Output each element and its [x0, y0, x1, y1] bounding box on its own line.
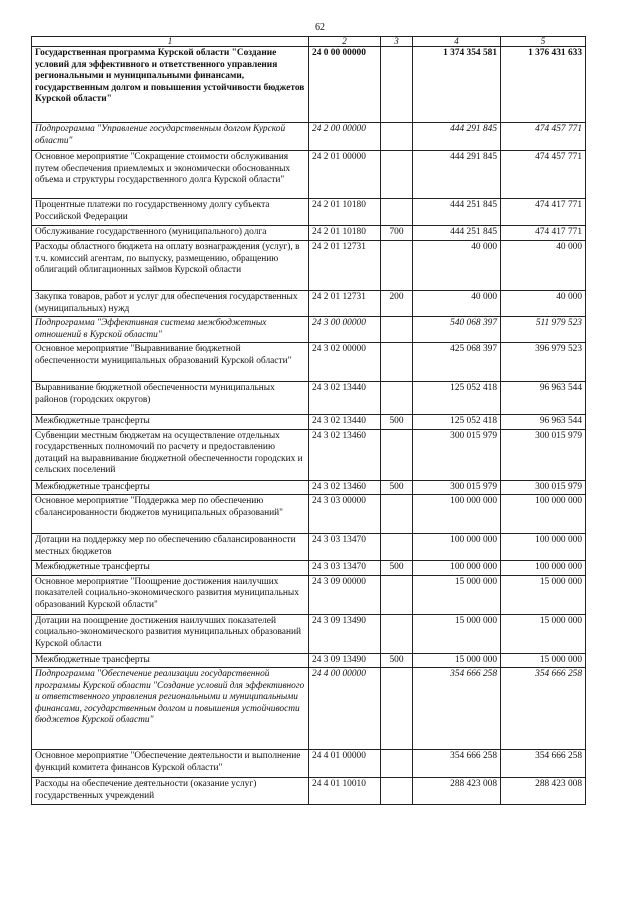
- row-expense-type: [381, 199, 413, 226]
- row-expense-type: 500: [381, 415, 413, 430]
- row-amount-year-1: 444 251 845: [413, 199, 501, 226]
- row-name: Межбюджетные трансферты: [32, 415, 309, 430]
- row-code: 24 2 01 00000: [309, 151, 381, 199]
- table-row: [32, 668, 586, 750]
- row-name: Основное мероприятие "Обеспечение деятельности и выполнение функций комитета финансов Курской области": [32, 750, 309, 778]
- row-amount-year-1: 15 000 000: [413, 653, 501, 668]
- row-amount-year-1: 300 015 979: [413, 480, 501, 495]
- row-code: 24 4 01 00000: [309, 750, 381, 778]
- row-amount-year-1: 444 291 845: [413, 151, 501, 199]
- row-amount-year-2: 15 000 000: [501, 575, 586, 614]
- row-expense-type: [381, 668, 413, 750]
- row-amount-year-2: 15 000 000: [501, 614, 586, 653]
- column-number: 2: [309, 37, 381, 47]
- row-name: Подпрограмма "Обеспечение реализации государственной программы Курской области "Создание условий для эффективного и ответственного управления региональными и муниципальными финансами, государственным долгом и повышения устойчивости бюджетов Курской области": [32, 668, 309, 750]
- table-row: [32, 575, 586, 614]
- row-code: 24 3 02 13460: [309, 429, 381, 480]
- row-name: Межбюджетные трансферты: [32, 653, 309, 668]
- column-number: 5: [501, 37, 586, 47]
- row-code: 24 4 01 10010: [309, 778, 381, 805]
- row-amount-year-2: 354 666 258: [501, 750, 586, 778]
- row-expense-type: [381, 241, 413, 291]
- row-amount-year-2: 288 423 008: [501, 778, 586, 805]
- table-row: [32, 534, 586, 561]
- row-amount-year-1: 300 015 979: [413, 429, 501, 480]
- row-amount-year-1: 125 052 418: [413, 382, 501, 415]
- table-row: [32, 495, 586, 534]
- table-row: [32, 343, 586, 382]
- row-code: 24 2 01 12731: [309, 241, 381, 291]
- row-name: Межбюджетные трансферты: [32, 480, 309, 495]
- row-amount-year-2: 474 417 771: [501, 199, 586, 226]
- row-code: 24 3 03 13470: [309, 534, 381, 561]
- row-amount-year-1: 288 423 008: [413, 778, 501, 805]
- row-code: 24 3 09 13490: [309, 653, 381, 668]
- table-row: [32, 199, 586, 226]
- row-code: 24 3 03 13470: [309, 561, 381, 576]
- row-name: Основное мероприятие "Выравнивание бюджетной обеспеченности муниципальных образований Курской области": [32, 343, 309, 382]
- row-expense-type: [381, 382, 413, 415]
- row-expense-type: [381, 614, 413, 653]
- row-amount-year-1: 540 068 397: [413, 317, 501, 343]
- row-amount-year-1: 1 374 354 581: [413, 47, 501, 123]
- row-code: 24 2 01 12731: [309, 291, 381, 317]
- row-code: 24 3 02 00000: [309, 343, 381, 382]
- row-name: Межбюджетные трансферты: [32, 561, 309, 576]
- row-amount-year-2: 354 666 258: [501, 668, 586, 750]
- budget-table: [31, 36, 586, 805]
- row-amount-year-1: 125 052 418: [413, 415, 501, 430]
- row-expense-type: [381, 317, 413, 343]
- table-row: [32, 291, 586, 317]
- row-name: Закупка товаров, работ и услуг для обеспечения государственных (муниципальных) нужд: [32, 291, 309, 317]
- row-code: 24 4 00 00000: [309, 668, 381, 750]
- row-expense-type: [381, 151, 413, 199]
- row-amount-year-2: 300 015 979: [501, 429, 586, 480]
- row-code: 24 3 02 13440: [309, 415, 381, 430]
- row-expense-type: 700: [381, 226, 413, 241]
- table-row: [32, 123, 586, 151]
- row-name: Государственная программа Курской области "Создание условий для эффективного и ответственного управления региональными и муниципальными финансами, государственным долгом и повышения устойчивости бюджетов Курской области": [32, 47, 309, 123]
- table-row: [32, 561, 586, 576]
- row-expense-type: [381, 343, 413, 382]
- row-name: Процентные платежи по государственному долгу субъекта Российской Федерации: [32, 199, 309, 226]
- row-code: 24 2 01 10180: [309, 226, 381, 241]
- row-expense-type: [381, 429, 413, 480]
- row-amount-year-1: 354 666 258: [413, 668, 501, 750]
- row-code: 24 2 00 00000: [309, 123, 381, 151]
- column-number: 3: [381, 37, 413, 47]
- row-amount-year-1: 100 000 000: [413, 561, 501, 576]
- row-amount-year-2: 100 000 000: [501, 534, 586, 561]
- row-amount-year-1: 444 291 845: [413, 123, 501, 151]
- row-amount-year-1: 444 251 845: [413, 226, 501, 241]
- row-amount-year-2: 40 000: [501, 241, 586, 291]
- row-name: Выравнивание бюджетной обеспеченности муниципальных районов (городских округов): [32, 382, 309, 415]
- row-name: Дотации на поддержку мер по обеспечению сбалансированности местных бюджетов: [32, 534, 309, 561]
- table-row: [32, 653, 586, 668]
- row-name: Подпрограмма "Управление государственным долгом Курской области": [32, 123, 309, 151]
- row-code: 24 3 03 00000: [309, 495, 381, 534]
- row-amount-year-2: 96 963 544: [501, 415, 586, 430]
- row-expense-type: 200: [381, 291, 413, 317]
- row-amount-year-2: 96 963 544: [501, 382, 586, 415]
- row-expense-type: [381, 750, 413, 778]
- row-name: Основное мероприятие "Поддержка мер по обеспечению сбалансированности бюджетов муниципальных образований": [32, 495, 309, 534]
- column-number: 4: [413, 37, 501, 47]
- row-code: 24 2 01 10180: [309, 199, 381, 226]
- row-expense-type: [381, 575, 413, 614]
- row-code: 24 3 02 13460: [309, 480, 381, 495]
- row-expense-type: [381, 534, 413, 561]
- row-amount-year-2: 396 979 523: [501, 343, 586, 382]
- row-name: Основное мероприятие "Поощрение достижения наилучших показателей социально-экономического развития муниципальных образований Курской области": [32, 575, 309, 614]
- row-amount-year-2: 1 376 431 633: [501, 47, 586, 123]
- row-amount-year-2: 474 457 771: [501, 123, 586, 151]
- table-row: [32, 614, 586, 653]
- row-name: Основное мероприятие "Сокращение стоимости обслуживания путем обеспечения приемлемых и экономически обоснованных объема и структуры государственного долга Курской области": [32, 151, 309, 199]
- row-name: Расходы на обеспечение деятельности (оказание услуг) государственных учреждений: [32, 778, 309, 805]
- table-row: [32, 778, 586, 805]
- column-number-row: [32, 37, 586, 47]
- row-amount-year-2: 511 979 523: [501, 317, 586, 343]
- row-code: 24 3 02 13440: [309, 382, 381, 415]
- row-expense-type: [381, 778, 413, 805]
- table-row: [32, 47, 586, 123]
- row-expense-type: [381, 495, 413, 534]
- row-amount-year-1: 354 666 258: [413, 750, 501, 778]
- row-amount-year-1: 15 000 000: [413, 614, 501, 653]
- row-amount-year-2: 100 000 000: [501, 561, 586, 576]
- table-row: [32, 415, 586, 430]
- row-name: Обслуживание государственного (муниципального) долга: [32, 226, 309, 241]
- row-expense-type: [381, 47, 413, 123]
- row-code: 24 0 00 00000: [309, 47, 381, 123]
- table-row: [32, 226, 586, 241]
- row-code: 24 3 09 13490: [309, 614, 381, 653]
- row-amount-year-2: 300 015 979: [501, 480, 586, 495]
- row-amount-year-1: 425 068 397: [413, 343, 501, 382]
- table-row: [32, 317, 586, 343]
- row-code: 24 3 09 00000: [309, 575, 381, 614]
- table-row: [32, 750, 586, 778]
- page-number: 62: [315, 22, 325, 33]
- row-name: Подпрограмма "Эффективная система межбюджетных отношений в Курской области": [32, 317, 309, 343]
- row-amount-year-1: 40 000: [413, 241, 501, 291]
- row-amount-year-2: 40 000: [501, 291, 586, 317]
- row-expense-type: [381, 123, 413, 151]
- row-amount-year-1: 15 000 000: [413, 575, 501, 614]
- row-amount-year-1: 100 000 000: [413, 495, 501, 534]
- table-row: [32, 429, 586, 480]
- row-amount-year-2: 100 000 000: [501, 495, 586, 534]
- row-amount-year-1: 40 000: [413, 291, 501, 317]
- row-amount-year-2: 15 000 000: [501, 653, 586, 668]
- table-row: [32, 382, 586, 415]
- row-name: Субвенции местным бюджетам на осуществление отдельных государственных полномочий по расчету и предоставлению дотаций на выравнивание бюджетной обеспеченности городских и сельских поселений: [32, 429, 309, 480]
- row-expense-type: 500: [381, 480, 413, 495]
- row-name: Расходы областного бюджета на оплату вознаграждения (услуг), в т.ч. комиссий агентам, по выпуску, размещению, обращению облигаций облигационных займов Курской области: [32, 241, 309, 291]
- row-expense-type: 500: [381, 653, 413, 668]
- row-amount-year-1: 100 000 000: [413, 534, 501, 561]
- row-amount-year-2: 474 417 771: [501, 226, 586, 241]
- table-row: [32, 241, 586, 291]
- table-row: [32, 151, 586, 199]
- row-expense-type: 500: [381, 561, 413, 576]
- table-row: [32, 480, 586, 495]
- row-name: Дотации на поощрение достижения наилучших показателей социально-экономического развития муниципальных образований Курской области: [32, 614, 309, 653]
- column-number: 1: [32, 37, 309, 47]
- row-code: 24 3 00 00000: [309, 317, 381, 343]
- row-amount-year-2: 474 457 771: [501, 151, 586, 199]
